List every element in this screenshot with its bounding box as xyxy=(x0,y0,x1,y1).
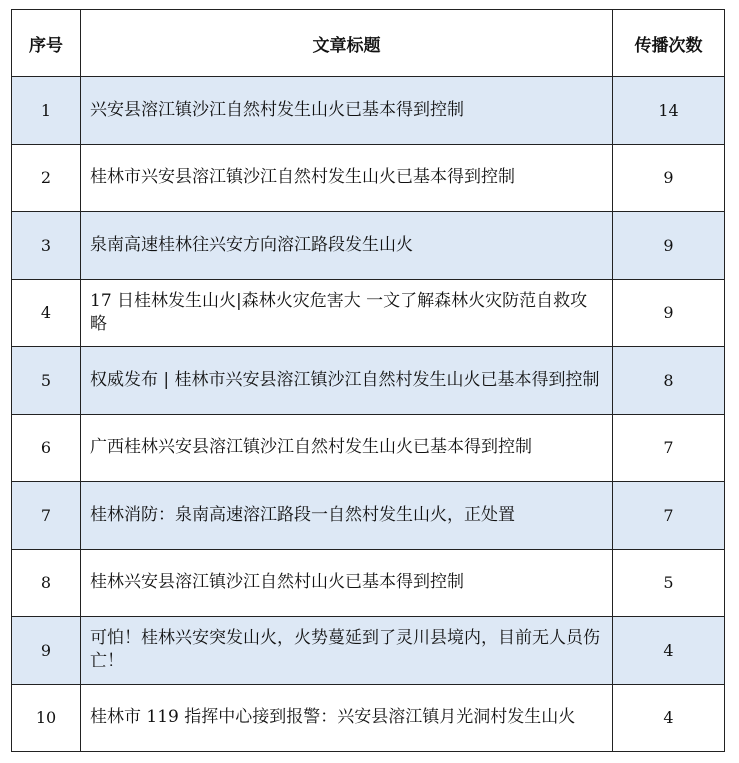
table-row xyxy=(12,144,725,212)
table-row xyxy=(12,77,725,145)
row-title: 17 日桂林发生山火|森林火灾危害大 一文了解森林火灾防范自救攻略 xyxy=(81,279,613,347)
article-spread-table xyxy=(11,9,725,752)
table-row xyxy=(12,279,725,347)
row-index: 8 xyxy=(12,549,81,617)
row-title: 兴安县溶江镇沙江自然村发生山火已基本得到控制 xyxy=(81,77,613,145)
row-count: 4 xyxy=(613,684,725,752)
row-index: 2 xyxy=(12,144,81,212)
row-index: 3 xyxy=(12,212,81,280)
header-index: 序号 xyxy=(12,10,81,77)
row-title: 桂林市兴安县溶江镇沙江自然村发生山火已基本得到控制 xyxy=(81,144,613,212)
table-body xyxy=(12,77,725,752)
row-title: 桂林市 119 指挥中心接到报警：兴安县溶江镇月光洞村发生山火 xyxy=(81,684,613,752)
row-index: 9 xyxy=(12,617,81,685)
table-row xyxy=(12,347,725,415)
row-title: 可怕！桂林兴安突发山火，火势蔓延到了灵川县境内，目前无人员伤亡！ xyxy=(81,617,613,685)
header-count: 传播次数 xyxy=(613,10,725,77)
row-index: 6 xyxy=(12,414,81,482)
row-count: 7 xyxy=(613,414,725,482)
row-count: 9 xyxy=(613,144,725,212)
table-row xyxy=(12,212,725,280)
row-index: 7 xyxy=(12,482,81,550)
row-title: 权威发布 | 桂林市兴安县溶江镇沙江自然村发生山火已基本得到控制 xyxy=(81,347,613,415)
row-index: 10 xyxy=(12,684,81,752)
row-index: 4 xyxy=(12,279,81,347)
row-count: 8 xyxy=(613,347,725,415)
row-count: 9 xyxy=(613,212,725,280)
row-count: 14 xyxy=(613,77,725,145)
row-title: 泉南高速桂林往兴安方向溶江路段发生山火 xyxy=(81,212,613,280)
row-count: 7 xyxy=(613,482,725,550)
table-row xyxy=(12,617,725,685)
header-row xyxy=(12,10,725,77)
row-title: 桂林消防：泉南高速溶江路段一自然村发生山火，正处置 xyxy=(81,482,613,550)
table-row xyxy=(12,684,725,752)
row-count: 9 xyxy=(613,279,725,347)
row-index: 1 xyxy=(12,77,81,145)
row-index: 5 xyxy=(12,347,81,415)
row-count: 4 xyxy=(613,617,725,685)
header-title: 文章标题 xyxy=(81,10,613,77)
row-title: 广西桂林兴安县溶江镇沙江自然村发生山火已基本得到控制 xyxy=(81,414,613,482)
table-row xyxy=(12,482,725,550)
row-title: 桂林兴安县溶江镇沙江自然村山火已基本得到控制 xyxy=(81,549,613,617)
table-row xyxy=(12,549,725,617)
row-count: 5 xyxy=(613,549,725,617)
table-row xyxy=(12,414,725,482)
